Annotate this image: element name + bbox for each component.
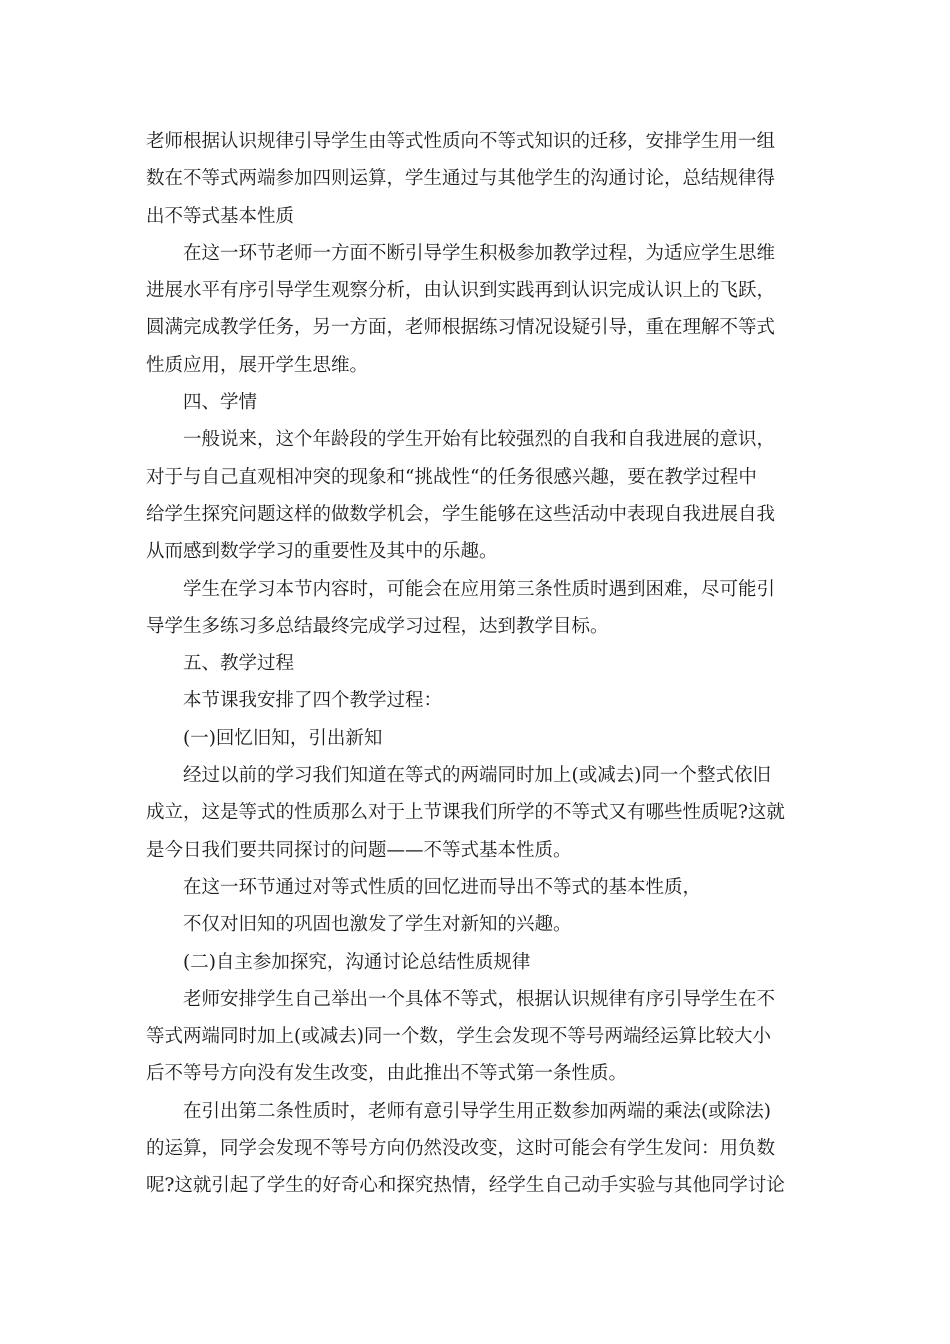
text-line: 是今日我们要共同探讨的问题——不等式基本性质。 [146, 839, 572, 861]
text-line: 老师根据认识规律引导学生由等式性质向不等式知识的迁移，安排学生用一组 [146, 131, 776, 152]
paragraph [146, 906, 810, 943]
text-line: 五、教学过程 [183, 653, 295, 675]
text-line: 在引出第二条性质时，老师有意引导学生用正数参加两端的乘法(或除法) [183, 1100, 771, 1122]
text-line: 的运算，同学会发现不等号方向仍然没改变，这时可能会有学生发问：用负数 [146, 1138, 776, 1160]
text-line: (二)自主参加探究，沟通讨论总结性质规律 [183, 951, 531, 973]
text-line: 出不等式基本性质 [146, 205, 295, 227]
text-line: 给学生探究问题这样的做数学机会，学生能够在这些活动中表现自我进展自我 [146, 503, 776, 525]
text-line: 在这一环节老师一方面不断引导学生积极参加教学过程，为适应学生思维 [183, 242, 776, 264]
paragraph [146, 1093, 810, 1205]
text-line: 后不等号方向没有发生改变，由此推出不等式第一条性质。 [146, 1063, 628, 1085]
text-line: 四、学情 [183, 392, 258, 414]
paragraph [146, 571, 810, 646]
text-line: 圆满完成教学任务，另一方面，老师根据练习情况设疑引导，重在理解不等式 [146, 317, 776, 339]
paragraph [146, 123, 810, 235]
text-line: 呢?这就引起了学生的好奇心和探究热情，经学生自己动手实验与其他同学讨论 [146, 1175, 785, 1197]
text-line: 老师安排学生自己举出一个具体不等式，根据认识规律有序引导学生在不 [183, 988, 776, 1010]
text-line: 在这一环节通过对等式性质的回忆进而导出不等式的基本性质， [183, 876, 702, 898]
text-line: 性质应用，展开学生思维。 [146, 354, 369, 376]
paragraph [146, 235, 810, 384]
section-heading [146, 384, 810, 421]
text-line: (一)回忆旧知，引出新知 [183, 727, 383, 749]
text-line: 一般说来，这个年龄段的学生开始有比较强烈的自我和自我进展的意识， [183, 429, 776, 451]
subsection-heading [146, 720, 810, 757]
paragraph [146, 869, 810, 906]
paragraph [146, 421, 810, 570]
text-line: 不仅对旧知的巩固也激发了学生对新知的兴趣。 [183, 914, 572, 936]
text-line: 本节课我安排了四个教学过程： [183, 690, 443, 712]
text-line: 进展水平有序引导学生观察分析，由认识到实践再到认识完成认识上的飞跃， [146, 280, 776, 302]
paragraph [146, 682, 810, 719]
text-line: 等式两端同时加上(或减去)同一个数，学生会发现不等号两端经运算比较大小 [146, 1026, 771, 1048]
text-line: 对于与自己直观相冲突的现象和“挑战性“的任务很感兴趣，要在教学过程中 [146, 466, 757, 488]
text-line: 数在不等式两端参加四则运算，学生通过与其他学生的沟通讨论，总结规律得 [146, 168, 776, 190]
section-heading [146, 645, 810, 682]
paragraph [146, 757, 810, 869]
subsection-heading [146, 944, 810, 981]
text-line: 学生在学习本节内容时，可能会在应用第三条性质时遇到困难，尽可能引 [183, 578, 776, 600]
paragraph [146, 981, 810, 1093]
text-line: 从而感到数学学习的重要性及其中的乐趣。 [146, 541, 498, 563]
document-body [146, 123, 810, 1205]
text-line: 成立，这是等式的性质那么对于上节课我们所学的不等式又有哪些性质呢?这就 [146, 802, 785, 824]
text-line: 经过以前的学习我们知道在等式的两端同时加上(或减去)同一个整式依旧 [183, 765, 771, 787]
text-line: 导学生多练习多总结最终完成学习过程，达到教学目标。 [146, 615, 609, 637]
